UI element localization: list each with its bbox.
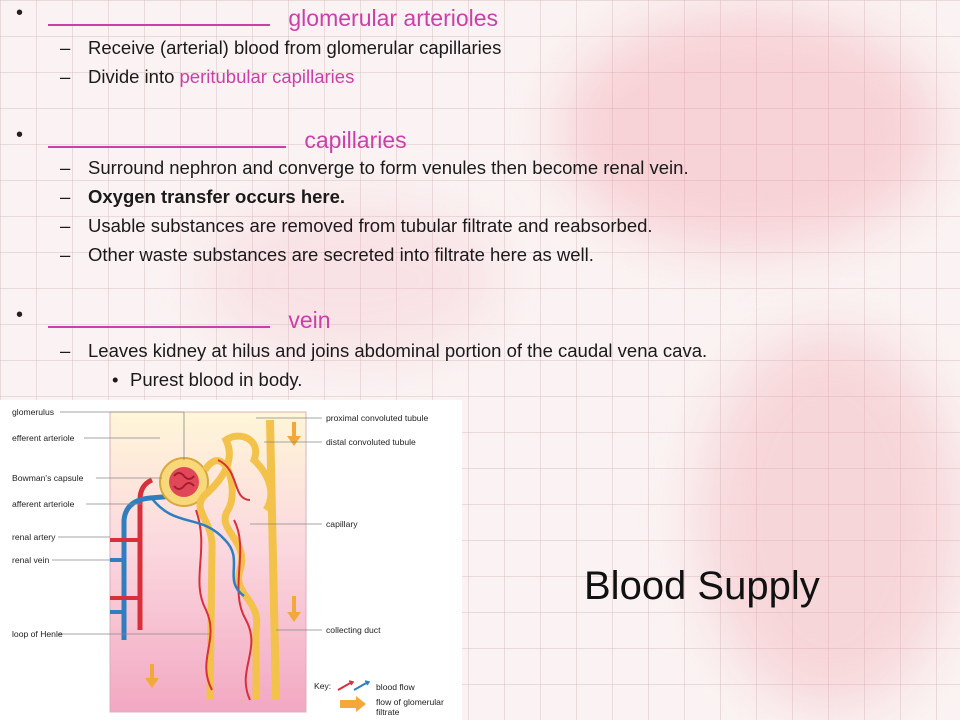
- label-loop-of-henle: loop of Henle: [12, 629, 63, 639]
- section-term: glomerular arterioles: [288, 5, 499, 31]
- dash-icon: –: [60, 37, 71, 58]
- section-vein: [16, 304, 331, 334]
- dash-icon: –: [60, 186, 71, 207]
- dash-icon: –: [60, 215, 71, 236]
- nephron-diagram: [0, 400, 462, 720]
- bullet-icon: •: [16, 124, 24, 146]
- bullet-icon: •: [16, 304, 24, 326]
- sub-list-item: [112, 369, 302, 391]
- highlight-text: peritubular capillaries: [179, 66, 355, 87]
- list-item-text: Oxygen transfer occurs here.: [88, 186, 346, 207]
- list-item: [60, 37, 501, 59]
- fill-in-blank: [48, 304, 270, 328]
- list-item: [60, 244, 594, 266]
- dash-icon: –: [60, 157, 71, 178]
- key-filtrate-arrow: [340, 696, 366, 712]
- dash-icon: –: [60, 340, 71, 361]
- list-item-text: Usable substances are removed from tubular filtrate and reabsorbed.: [88, 215, 653, 236]
- label-collecting-duct: collecting duct: [326, 625, 381, 635]
- label-distal-convoluted-tubule: distal convoluted tubule: [326, 437, 416, 447]
- bullet-icon: •: [112, 369, 119, 390]
- list-item: [60, 157, 689, 179]
- glomerulus-shape: [169, 467, 199, 497]
- key-blood-flow: blood flow: [376, 682, 415, 692]
- label-capillary: capillary: [326, 519, 358, 529]
- list-item: [60, 340, 707, 362]
- list-item: [60, 66, 354, 88]
- label-glomerulus: glomerulus: [12, 407, 55, 417]
- dash-icon: –: [60, 244, 71, 265]
- list-item-text: Other waste substances are secreted into filtrate here as well.: [88, 244, 594, 265]
- dash-icon: –: [60, 66, 71, 87]
- bullet-icon: •: [16, 2, 24, 24]
- key-filtrate-line1: flow of glomerular: [376, 697, 444, 707]
- nephron-illustration: [0, 400, 462, 720]
- list-item: [60, 215, 653, 237]
- list-item: [60, 186, 345, 208]
- section-term: vein: [288, 307, 331, 333]
- list-item-text: Receive (arterial) blood from glomerular capillaries: [88, 37, 502, 58]
- key-filtrate-line2: filtrate: [376, 707, 400, 717]
- list-item-text: Divide into: [88, 66, 180, 87]
- label-proximal-convoluted-tubule: proximal convoluted tubule: [326, 413, 429, 423]
- label-bowmans-capsule: Bowman's capsule: [12, 473, 84, 483]
- label-renal-vein: renal vein: [12, 555, 50, 565]
- label-afferent-arteriole: afferent arteriole: [12, 499, 75, 509]
- list-item-text: Leaves kidney at hilus and joins abdominal portion of the caudal vena cava.: [88, 340, 708, 361]
- fill-in-blank: [48, 124, 286, 148]
- key-title: Key:: [314, 681, 332, 691]
- list-item-text: Purest blood in body.: [130, 369, 303, 390]
- section-capillaries: [16, 124, 407, 154]
- fill-in-blank: [48, 2, 270, 26]
- list-item-text: Surround nephron and converge to form venules then become renal vein.: [88, 157, 689, 178]
- label-efferent-arteriole: efferent arteriole: [12, 433, 75, 443]
- slide-title: Blood Supply: [584, 564, 820, 608]
- label-renal-artery: renal artery: [12, 532, 56, 542]
- section-glomerular-arterioles: [16, 2, 499, 32]
- section-term: capillaries: [304, 127, 407, 153]
